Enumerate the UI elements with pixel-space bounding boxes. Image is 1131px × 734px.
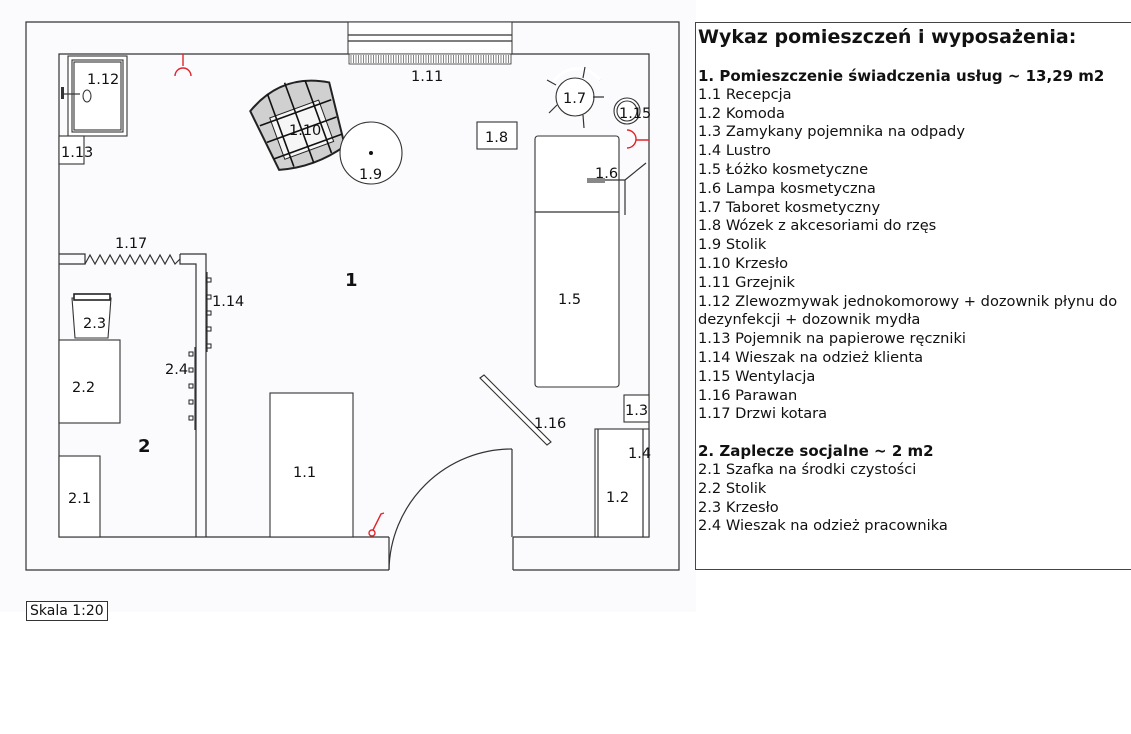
label-1-5: 1.5 <box>558 292 582 308</box>
hook-icon <box>189 416 193 420</box>
label-1-4: 1.4 <box>628 446 652 462</box>
hook-icon <box>207 278 211 282</box>
label-1-7: 1.7 <box>563 91 587 107</box>
hook-icon <box>207 327 211 331</box>
label-1-11: 1.11 <box>411 69 444 85</box>
legend-item: 1.1 Recepcja <box>698 85 792 103</box>
legend-item: 1.15 Wentylacja <box>698 367 816 385</box>
label-2-1: 2.1 <box>68 491 92 507</box>
legend-item: 1.6 Lampa kosmetyczna <box>698 179 876 197</box>
label-1-15: 1.15 <box>619 106 652 122</box>
label-1-13: 1.13 <box>61 145 94 161</box>
label-1-9: 1.9 <box>359 167 383 183</box>
label-1-6: 1.6 <box>595 166 619 182</box>
label-2-4: 2.4 <box>165 362 189 378</box>
label-1-3: 1.3 <box>625 403 649 419</box>
label-1-10: 1.10 <box>289 123 322 139</box>
label-2-2: 2.2 <box>72 380 96 396</box>
hook-icon <box>189 400 193 404</box>
legend-item: 1.7 Taboret kosmetyczny <box>698 198 881 216</box>
legend-item: 1.3 Zamykany pojemnika na odpady <box>698 123 965 141</box>
legend-item: 2.3 Krzesło <box>698 498 779 516</box>
label-1-17: 1.17 <box>115 236 148 252</box>
window <box>348 22 512 54</box>
label-1-2: 1.2 <box>606 490 630 506</box>
room-1-label: 1 <box>345 270 358 291</box>
room-2-label: 2 <box>138 436 151 457</box>
switch-icon <box>369 513 384 536</box>
hook-icon <box>189 352 193 356</box>
hook-icon <box>207 295 211 299</box>
entrance-door <box>389 449 512 570</box>
legend-item: 1.17 Drzwi kotara <box>698 405 828 423</box>
legend-item: 2.4 Wieszak na odzież pracownika <box>698 517 948 535</box>
hook-icon <box>207 344 211 348</box>
hook-icon <box>207 311 211 315</box>
legend-item: 1.10 Krzesło <box>698 254 789 272</box>
sink <box>61 56 127 136</box>
section-2-heading: 2. Zaplecze socjalne ~ 2 m2 <box>698 442 934 461</box>
hook-icon <box>189 384 193 388</box>
legend-item: 1.8 Wózek z akcesoriami do rzęs <box>698 217 937 235</box>
legend-item: 1.5 Łóżko kosmetyczne <box>698 160 869 178</box>
staff-coat-hooks <box>189 347 195 430</box>
legend-panel <box>695 22 1131 570</box>
section-1-list <box>698 86 1131 424</box>
label-2-3: 2.3 <box>83 316 107 332</box>
legend-item: 1.9 Stolik <box>698 236 767 254</box>
legend-item: 1.2 Komoda <box>698 104 785 122</box>
socket-icon <box>627 130 649 148</box>
legend-item: 2.2 Stolik <box>698 479 767 497</box>
legend-item: 1.13 Pojemnik na papierowe ręczniki <box>698 330 966 348</box>
client-coat-hooks <box>207 272 211 352</box>
legend-item: 1.11 Grzejnik <box>698 273 795 291</box>
legend-item: 2.1 Szafka na środki czystości <box>698 460 917 478</box>
label-1-16: 1.16 <box>534 416 567 432</box>
scale-label: Skala 1:20 <box>26 601 108 621</box>
label-1-14: 1.14 <box>212 294 245 310</box>
legend-item: 1.12 Zlewozmywak jednokomorowy + dozownik płynu do dezynfekcji + dozownik mydła <box>698 292 1118 329</box>
label-1-1: 1.1 <box>293 465 317 481</box>
legend-item: 1.16 Parawan <box>698 386 798 404</box>
smoke-detector-icon <box>175 54 191 76</box>
legend-title: Wykaz pomieszczeń i wyposażenia: <box>698 26 1077 48</box>
hook-icon <box>189 368 193 372</box>
section-2-list <box>698 461 1131 536</box>
legend-item: 1.4 Lustro <box>698 142 771 160</box>
section-1-heading: 1. Pomieszczenie świadczenia usług ~ 13,29 m2 <box>698 67 1105 85</box>
legend-item: 1.14 Wieszak na odzież klienta <box>698 348 924 366</box>
label-1-12: 1.12 <box>87 72 120 88</box>
radiator <box>349 54 511 64</box>
label-1-8: 1.8 <box>485 130 509 146</box>
